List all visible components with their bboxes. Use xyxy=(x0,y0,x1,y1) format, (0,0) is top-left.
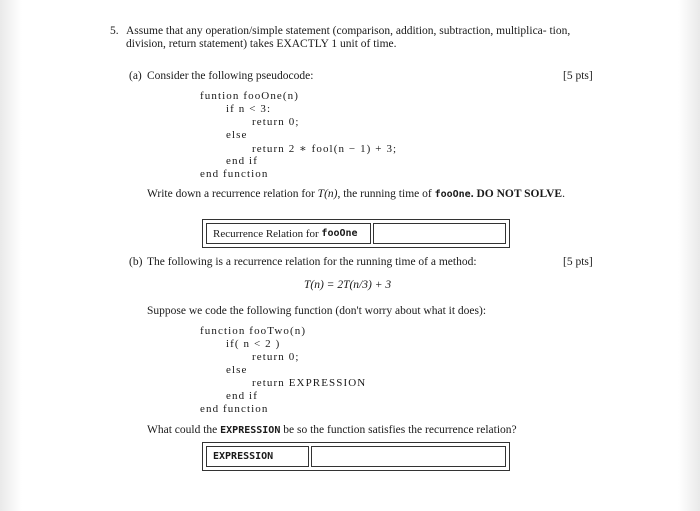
code-line: function fooTwo(n) xyxy=(200,325,307,337)
code-line: return 0; xyxy=(252,351,300,363)
code-line: return EXPRESSION xyxy=(252,377,367,389)
code-line: if n < 3: xyxy=(226,103,272,115)
part-b-label: (b) xyxy=(129,256,143,268)
code-line: end function xyxy=(200,168,269,180)
part-b-suppose: Suppose we code the following function (don't worry about what it does): xyxy=(147,305,487,317)
page-shadow-right xyxy=(678,0,700,511)
recurrence-answer-box xyxy=(202,219,510,248)
code-line: if( n < 2 ) xyxy=(226,338,281,350)
code-line: return 0; xyxy=(252,116,300,128)
recurrence-answer-field[interactable] xyxy=(373,223,506,244)
part-b-prompt: The following is a recurrence relation for the running time of a method: xyxy=(147,256,477,268)
part-b-points: [5 pts] xyxy=(563,256,593,268)
expression-answer-box xyxy=(202,442,510,471)
part-a-points: [5 pts] xyxy=(563,70,593,82)
recurrence-box-label: Recurrence Relation for fooOne xyxy=(206,223,371,244)
part-b-question: What could the EXPRESSION be so the function satisfies the recurrence relation? xyxy=(147,424,517,436)
recurrence-equation: T(n) = 2T(n/3) + 3 xyxy=(304,279,392,291)
code-line: end function xyxy=(200,403,269,415)
code-line: funtion fooOne(n) xyxy=(200,90,300,102)
part-a-prompt: Consider the following pseudocode: xyxy=(147,70,314,82)
code-line: return 2 ∗ fool(n − 1) + 3; xyxy=(252,143,398,155)
expression-answer-field[interactable] xyxy=(311,446,506,467)
code-line: else xyxy=(226,364,248,376)
code-line: end if xyxy=(226,390,258,402)
code-line: end if xyxy=(226,155,258,167)
code-line: else xyxy=(226,129,248,141)
part-a-label: (a) xyxy=(129,70,142,82)
question-number: 5. xyxy=(110,25,119,37)
expression-box-label: EXPRESSION xyxy=(206,446,309,467)
page-shadow-left xyxy=(0,0,22,511)
question-text: Assume that any operation/simple statement (comparison, addition, subtraction, multiplica- tion, division, return statement) takes EXACTLY 1 unit of time. xyxy=(126,25,571,50)
part-a-instruction: Write down a recurrence relation for T(n), the running time of fooOne. DO NOT SOLVE. xyxy=(147,188,565,200)
